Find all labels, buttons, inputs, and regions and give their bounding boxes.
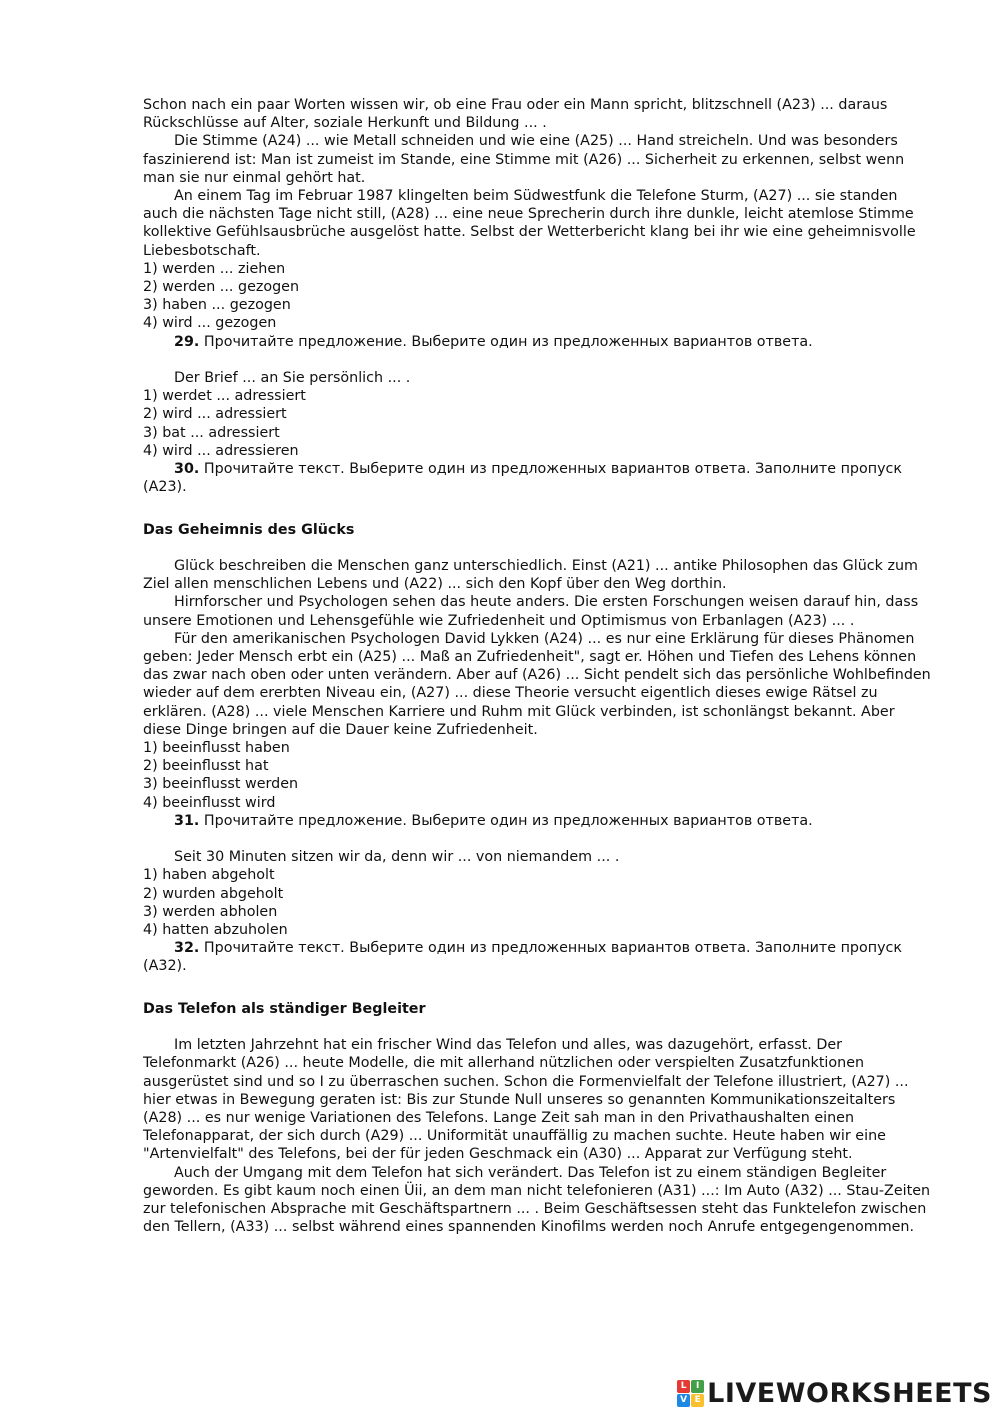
- answer-option: 4) beeinflusst wird: [143, 794, 276, 811]
- question-number: 30.: [174, 461, 200, 478]
- answer-option: 1) werdet ... adressiert: [143, 388, 306, 405]
- instruction-text: Прочитайте текст. Выберите один из предложенных вариантов ответа. Заполните пропуск (A23).: [143, 461, 903, 496]
- instruction-text: Прочитайте предложение. Выберите один из предложенных вариантов ответа.: [203, 333, 813, 350]
- answer-option: 2) werden ... gezogen: [143, 279, 300, 296]
- answer-option: 3) werden abholen: [143, 903, 278, 920]
- answer-option: 4) wird ... adressieren: [143, 442, 299, 459]
- logo-mark-icon: L I V E: [677, 1380, 704, 1407]
- question-30-instruction: [143, 460, 933, 496]
- question-29-sentence: Der Brief ... an Sie persönlich ... .: [174, 370, 411, 387]
- question-31-sentence: Seit 30 Minuten sitzen wir da, denn wir ... von niemandem ... .: [174, 849, 620, 866]
- answer-option: 3) haben ... gezogen: [143, 297, 291, 314]
- answer-option: 4) wird ... gezogen: [143, 315, 277, 332]
- text-paragraph: Für den amerikanischen Psychologen David Lykken (A24) ... es nur eine Erklärung für dieses Phänomen geben: Jeder Mensch erbt ein (A25) ... Maß an Zufriedenheit", sagt er. Höhen und Tiefen des Lehens können das zwar nach oben oder unten verändern. Aber auf (A26) ... Sicht pendelt sich das persönliche Wohlbefinden wieder auf dem ererbten Niveau ein, (A27) ... diese Theorie versucht eigentlich dieses ewige Rätsel zu erklären. (A28) ... viele Menschen Karriere und Ruhm mit Glück verbinden, ist schonlängst bekannt. Aber diese Dinge bringen auf die Dauer keine Zufriedenheit.: [143, 630, 931, 738]
- answer-option: 3) beeinflusst werden: [143, 776, 299, 793]
- answer-option: 1) werden ... ziehen: [143, 260, 286, 277]
- answer-option: 1) beeinflusst haben: [143, 740, 290, 757]
- answer-option: 2) wird ... adressiert: [143, 406, 287, 423]
- question-number: 32.: [174, 940, 200, 957]
- intro-paragraph: An einem Tag im Februar 1987 klingelten beim Südwestfunk die Telefone Sturm, (A27) ... sie standen auch die nächsten Tage nicht still, (A28) ... eine neue Sprecherin durch ihre dunkle, leicht atemlose Stimme kollektive Gefühlsausbrüche ausgelöst hatte. Selbst der Wetterbericht klang bei ihr wie eine geheimnisvolle Liebesbotschaft.: [143, 188, 916, 259]
- answer-option: 2) beeinflusst hat: [143, 758, 269, 775]
- question-number: 29.: [174, 333, 200, 350]
- logo-wordmark: LIVEWORKSHEETS: [707, 1377, 992, 1409]
- text-paragraph: Im letzten Jahrzehnt hat ein frischer Wind das Telefon und alles, was dazugehört, erfasst. Der Telefonmarkt (A26) ... heute Modelle, die mit allerhand nützlichen oder verspielten Zusatzfunktionen ausgerüstet sind und so I zu überraschen suchen. Schon die Formenvielfalt der Telefone illustriert, (A27) ... hier etwas in Bewegung geraten ist: Bis zur Stunde Null unseres so genannten Kommunikationszeitalters (A28) ... es nur wenige Variationen des Telefons. Lange Zeit sah man in den Privathaushalten einen Telefonapparat, der sich durch (A29) ... Uniformität unauffällig zu machen suchte. Heute haben wir eine "Artenvielfalt" des Telefons, bei der für jeden Geschmack ein (A30) ... Apparat zur Verfügung steht.: [143, 1037, 909, 1163]
- answer-option: 4) hatten abzuholen: [143, 922, 288, 939]
- worksheet-page: [143, 96, 933, 1237]
- question-29-instruction: [143, 333, 933, 351]
- liveworksheets-logo: [677, 1377, 992, 1409]
- instruction-text: Прочитайте предложение. Выберите один из предложенных вариантов ответа.: [203, 812, 813, 829]
- intro-paragraph: Die Stimme (A24) ... wie Metall schneiden und wie eine (A25) ... Hand streicheln. Und was besonders faszinierend ist: Man ist zumeist im Stande, eine Stimme mit (A26) ... Sicherheit zu erkennen, selbst wenn man sie nur einmal gehört hat.: [143, 133, 905, 186]
- question-32-instruction: [143, 939, 933, 975]
- answer-option: 2) wurden abgeholt: [143, 885, 284, 902]
- text-paragraph: Hirnforscher und Psychologen sehen das heute anders. Die ersten Forschungen weisen darauf hin, dass unsere Emotionen und Lehensgefühle wie Zufriedenheit und Optimismus von Erbanlagen (A23) ... .: [143, 594, 919, 629]
- question-31-instruction: [143, 812, 933, 830]
- text-paragraph: Glück beschreiben die Menschen ganz unterschiedlich. Einst (A21) ... antike Philosophen das Glück zum Ziel allen menschlichen Lebens und (A22) ... sich den Kopf über den Weg dorthin.: [143, 558, 918, 593]
- section-heading-glueck: Das Geheimnis des Glücks: [143, 521, 355, 538]
- question-number: 31.: [174, 812, 200, 829]
- text-paragraph: Auch der Umgang mit dem Telefon hat sich verändert. Das Telefon ist zu einem ständigen Begleiter geworden. Es gibt kaum noch einen Üii, an dem man nicht telefonieren (A31) ...: Im Auto (A32) ... Stau-Zeiten zur telefonischen Absprache mit Geschäftspartnern ... . Beim Geschäftsessen steht das Funktelefon zwischen den Tellern, (A33) ... selbst während eines spannenden Kinofilms werden noch Anrufe entgegengenommen.: [143, 1164, 931, 1236]
- intro-paragraph: Schon nach ein paar Worten wissen wir, ob eine Frau oder ein Mann spricht, blitzschnell (A23) ... daraus Rückschlüsse auf Alter, soziale Herkunft und Bildung ... .: [143, 97, 888, 132]
- answer-option: 1) haben abgeholt: [143, 867, 275, 884]
- instruction-text: Прочитайте текст. Выберите один из предложенных вариантов ответа. Заполните пропуск (A32).: [143, 940, 903, 975]
- section-heading-telefon: Das Telefon als ständiger Begleiter: [143, 1000, 426, 1017]
- answer-option: 3) bat ... adressiert: [143, 424, 280, 441]
